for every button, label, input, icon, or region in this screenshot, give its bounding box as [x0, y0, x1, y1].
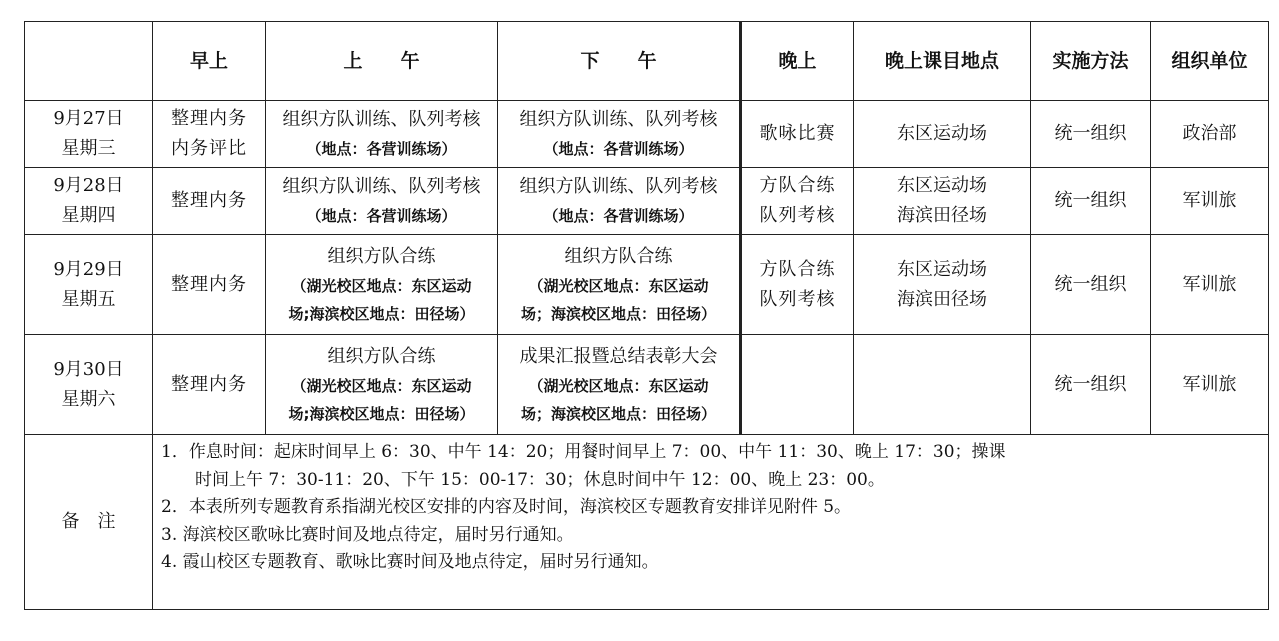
date-cell	[25, 168, 153, 235]
evening-place: 东区运动场	[897, 123, 987, 144]
header-cell: 上 午	[266, 22, 498, 101]
evening-cell	[741, 168, 854, 235]
note-line: 4. 霞山校区专题教育、歌咏比赛时间及地点待定，届时另行通知。	[161, 552, 659, 572]
am-cell	[266, 168, 498, 235]
pm-detail: 场；海滨校区地点：田径场）	[520, 304, 716, 323]
note-line: 1．作息时间：起床时间早上 6：30、中午 14：20；用餐时间早上 7：00、中午 11：30、晚上 17：30；操课	[161, 442, 1006, 462]
evening-place: 东区运动场	[897, 258, 987, 280]
am-title: 组织方队训练、队列考核	[282, 176, 481, 197]
pm-cell	[498, 101, 741, 168]
morning-cell	[153, 101, 266, 168]
pm-title: 成果汇报暨总结表彰大会	[519, 345, 718, 367]
header-cell: 晚上	[741, 22, 854, 101]
evening-text: 方队合练	[759, 258, 836, 280]
morning-cell	[153, 168, 266, 235]
header-cell: 早上	[153, 22, 266, 101]
pm-title: 组织方队训练、队列考核	[519, 176, 718, 197]
note-continuation: 时间上午 7：30-11：20、下午 15：00-17：30；休息时间中午 12：00、晚上 23：00。	[195, 469, 885, 490]
header-cell: 晚上课目地点	[854, 22, 1031, 101]
evening-place: 东区运动场	[897, 175, 987, 196]
date-cell	[25, 335, 153, 435]
am-detail: （湖光校区地点：东区运动	[291, 376, 472, 395]
am-detail: （地点：各营训练场）	[306, 140, 457, 158]
weekday: 星期六	[61, 388, 116, 410]
pm-title: 组织方队训练、队列考核	[519, 109, 718, 130]
evening-text: 歌咏比赛	[759, 123, 836, 144]
evening-cell	[741, 101, 854, 168]
pm-detail: 场；海滨校区地点：田径场）	[520, 404, 716, 423]
evening-text: 队列考核	[759, 205, 836, 226]
pm-cell	[498, 235, 741, 335]
evening-cell	[741, 235, 854, 335]
am-cell	[266, 235, 498, 335]
pm-detail: （湖光校区地点：东区运动	[528, 276, 709, 295]
am-detail: （湖光校区地点：东区运动	[291, 276, 472, 295]
table-row	[25, 335, 1269, 435]
table-row	[25, 235, 1269, 335]
header-row	[25, 22, 1269, 101]
method-cell: 统一组织	[1031, 101, 1151, 168]
notes-cell	[153, 435, 1269, 610]
date: 9月28日	[53, 175, 124, 196]
header-cell: 下 午	[498, 22, 741, 101]
pm-title: 组织方队合练	[564, 245, 673, 267]
evening-place-cell	[854, 168, 1031, 235]
am-cell	[266, 335, 498, 435]
morning-cell	[153, 235, 266, 335]
weekday: 星期五	[61, 288, 116, 310]
weekday: 星期四	[61, 205, 116, 226]
morning-text: 整理内务	[171, 373, 247, 395]
notes-row	[25, 435, 1269, 610]
method-cell: 统一组织	[1031, 335, 1151, 435]
am-detail: 场;海滨校区地点：田径场）	[288, 304, 475, 323]
pm-detail: （地点：各营训练场）	[543, 140, 694, 158]
unit-cell: 政治部	[1151, 101, 1269, 168]
table-row	[25, 101, 1269, 168]
date: 9月29日	[53, 258, 124, 280]
evening-place: 海滨田径场	[897, 205, 987, 226]
date-cell	[25, 101, 153, 168]
morning-cell	[153, 335, 266, 435]
notes-label: 备 注	[25, 435, 153, 610]
pm-cell	[498, 168, 741, 235]
header-cell: 实施方法	[1031, 22, 1151, 101]
schedule-table	[24, 21, 1269, 610]
evening-place-cell	[854, 101, 1031, 168]
date: 9月27日	[53, 108, 124, 129]
weekday: 星期三	[61, 138, 116, 159]
date: 9月30日	[53, 358, 124, 380]
morning-text: 整理内务	[171, 190, 247, 211]
am-title: 组织方队训练、队列考核	[282, 109, 481, 130]
unit-cell: 军训旅	[1151, 235, 1269, 335]
note-line: 2．本表所列专题教育系指湖光校区安排的内容及时间，海滨校区专题教育安排详见附件 5。	[161, 497, 852, 517]
method-cell: 统一组织	[1031, 168, 1151, 235]
method-cell: 统一组织	[1031, 235, 1151, 335]
am-title: 组织方队合练	[327, 345, 436, 367]
date-cell	[25, 235, 153, 335]
unit-cell: 军训旅	[1151, 335, 1269, 435]
am-title: 组织方队合练	[327, 245, 436, 267]
header-cell	[25, 22, 153, 101]
evening-text: 方队合练	[759, 175, 836, 196]
note-line: 3. 海滨校区歌咏比赛时间及地点待定，届时另行通知。	[161, 524, 574, 545]
unit-cell: 军训旅	[1151, 168, 1269, 235]
pm-cell	[498, 335, 741, 435]
evening-place-cell	[854, 235, 1031, 335]
evening-place: 海滨田径场	[897, 288, 987, 310]
am-cell	[266, 101, 498, 168]
table-row	[25, 168, 1269, 235]
am-detail: 场;海滨校区地点：田径场）	[288, 404, 475, 423]
am-detail: （地点：各营训练场）	[306, 207, 457, 225]
evening-text: 队列考核	[759, 288, 836, 310]
header-cell: 组织单位	[1151, 22, 1269, 101]
morning-text: 整理内务	[171, 273, 247, 295]
pm-detail: （地点：各营训练场）	[543, 207, 694, 225]
morning-text: 整理内务	[171, 108, 247, 129]
pm-detail: （湖光校区地点：东区运动	[528, 376, 709, 395]
evening-cell	[741, 335, 854, 435]
evening-place-cell	[854, 335, 1031, 435]
morning-text: 内务评比	[171, 138, 247, 159]
